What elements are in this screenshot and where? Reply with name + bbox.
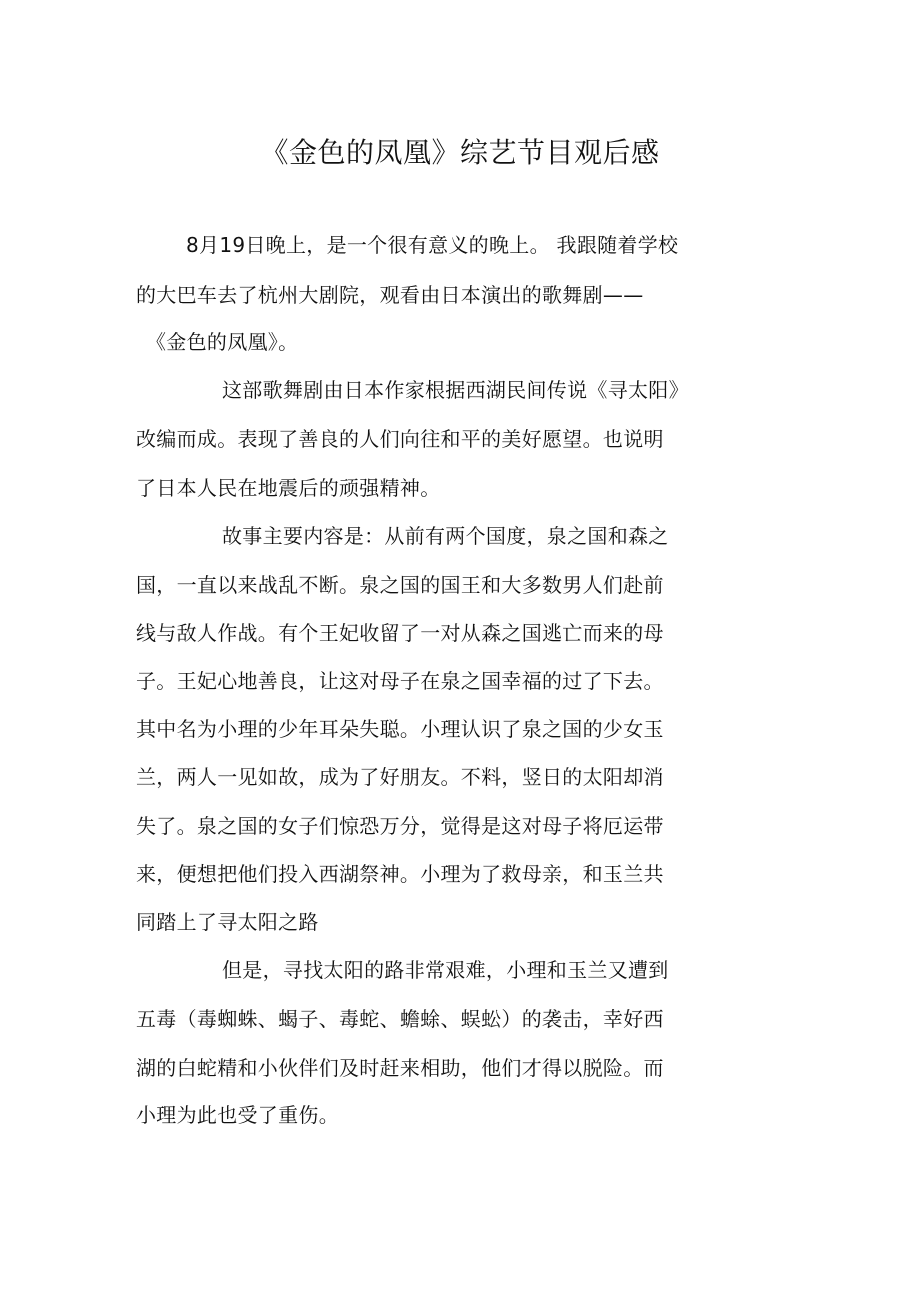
paragraph-1-line-3: 《金色的凤凰》。 <box>146 330 299 354</box>
paragraph-3-line-9: 同踏上了寻太阳之路 <box>136 910 319 934</box>
paragraph-3-line-2: 国，一直以来战乱不断。泉之国的国王和大多数男人们赴前 <box>136 573 664 597</box>
paragraph-4-line-2: 五毒（毒蜘蛛、蝎子、毒蛇、蟾蜍、蜈蚣）的袭击，幸好西 <box>136 1007 664 1031</box>
paragraph-3-line-4: 子。王妃心地善良，让这对母子在泉之国幸福的过了下去。 <box>136 669 664 693</box>
paragraph-4-line-3: 湖的白蛇精和小伙伴们及时赶来相助，他们才得以脱险。而 <box>136 1056 664 1080</box>
paragraph-3-line-8: 来，便想把他们投入西湖祭神。小理为了救母亲，和玉兰共 <box>136 862 664 886</box>
paragraph-2-line-3: 了日本人民在地震后的顽强精神。 <box>136 476 441 500</box>
paragraph-2-line-1: 这部歌舞剧由日本作家根据西湖民间传说《寻太阳》 <box>222 378 689 402</box>
paragraph-3-line-5: 其中名为小理的少年耳朵失聪。小理认识了泉之国的少女玉 <box>136 717 664 741</box>
paragraph-3-line-3: 线与敌人作战。有个王妃收留了一对从森之国逃亡而来的母 <box>136 621 664 645</box>
paragraph-1-line-2: 的大巴车去了杭州大剧院，观看由日本演出的歌舞剧—— <box>136 283 644 307</box>
paragraph-3-line-1: 故事主要内容是：从前有两个国度，泉之国和森之 <box>222 524 669 548</box>
paragraph-4-line-1: 但是，寻找太阳的路非常艰难，小理和玉兰又遭到 <box>222 958 669 982</box>
paragraph-2-line-2: 改编而成。表现了善良的人们向往和平的美好愿望。也说明 <box>136 427 664 451</box>
paragraph-4-line-4: 小理为此也受了重伤。 <box>136 1103 339 1127</box>
paragraph-3-line-6: 兰，两人一见如故，成为了好朋友。不料，竖日的太阳却消 <box>136 765 664 789</box>
page-title: 《金色的凤凰》综艺节目观后感 <box>260 136 660 169</box>
paragraph-1-line-1: 8月19日晚上，是一个很有意义的晚上。 我跟随着学校 <box>186 233 679 257</box>
paragraph-3-line-7: 失了。泉之国的女子们惊恐万分，觉得是这对母子将厄运带 <box>136 814 664 838</box>
